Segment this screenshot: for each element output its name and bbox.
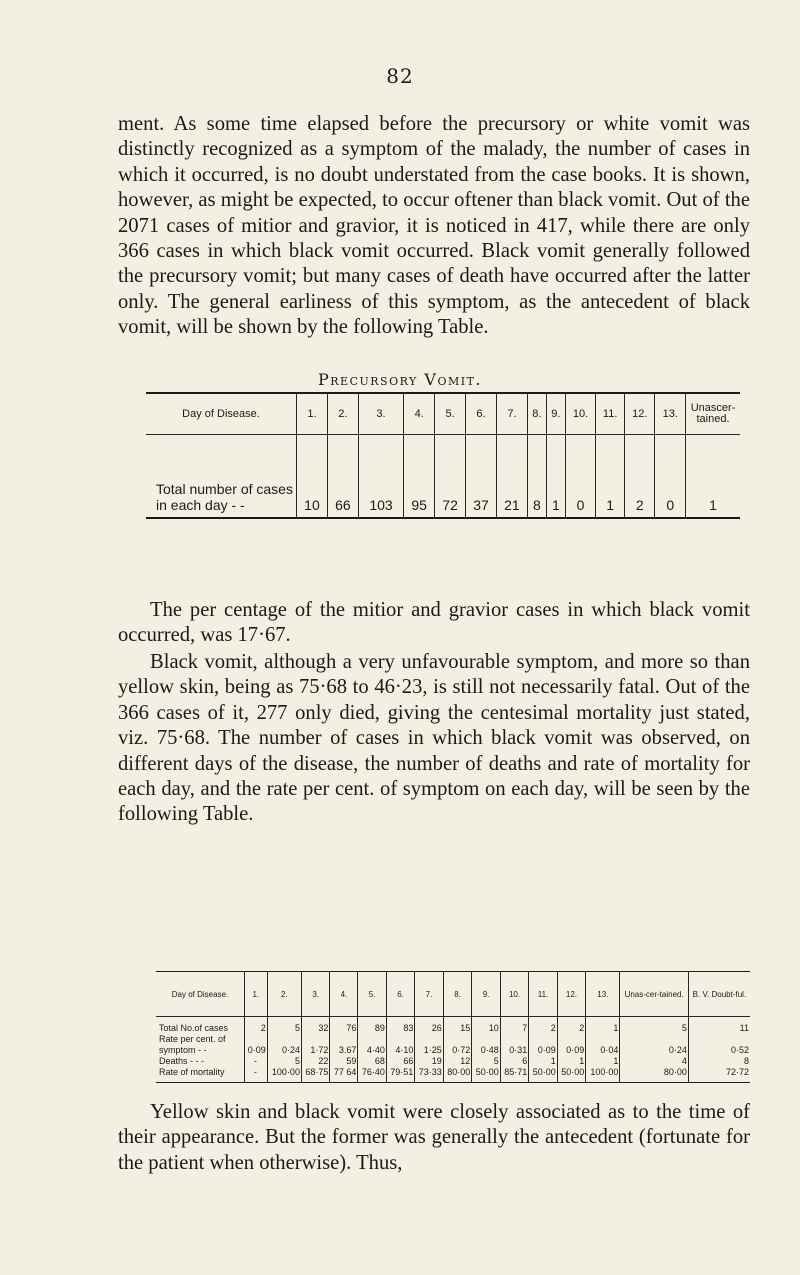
table-cell: 0: [655, 435, 686, 519]
cell-value: 0·09: [566, 1045, 585, 1055]
table-cell: 103: [358, 435, 403, 519]
table-cell: 72: [435, 435, 466, 519]
table-cell: 10: [297, 435, 328, 519]
column-header-day: 8.: [527, 393, 546, 435]
cell-value: 100·00: [271, 1067, 300, 1077]
cell-value: 0·24: [281, 1045, 300, 1055]
column-header-day: 11.: [529, 972, 557, 1017]
cell-value: 4·40: [366, 1045, 385, 1055]
table-cell: [245, 1017, 268, 1083]
cell-value: 0·24: [668, 1045, 687, 1055]
column-header-day: 4.: [330, 972, 358, 1017]
table-cell: [472, 1017, 500, 1083]
cell-value: 73·33: [418, 1067, 442, 1077]
table-cell: [415, 1017, 443, 1083]
column-header-day: 6.: [386, 972, 414, 1017]
cell-value: 80·00: [447, 1067, 471, 1077]
column-header-day: 10.: [565, 393, 595, 435]
table-cell: 2: [625, 435, 655, 519]
table-row: [156, 1017, 750, 1083]
cell-value: 12: [460, 1056, 471, 1066]
cell-value: 1·25: [423, 1045, 442, 1055]
column-header-day: 7.: [496, 393, 527, 435]
cell-value: 0·48: [480, 1045, 499, 1055]
row-label: Total No.of cases: [159, 1023, 229, 1033]
cell-value: 100·00: [590, 1067, 619, 1077]
cell-value: 5: [294, 1056, 300, 1066]
column-header-day: 9.: [472, 972, 500, 1017]
table-cell: 1: [596, 435, 625, 519]
column-header-day: 12.: [625, 393, 655, 435]
table-header-row: [146, 393, 740, 435]
table-cell: [301, 1017, 329, 1083]
cell-value: 2: [579, 1023, 585, 1033]
row-label: Deaths - - -: [159, 1056, 205, 1066]
cell-value: 5: [294, 1023, 300, 1033]
cell-value: 8: [743, 1056, 749, 1066]
column-header-day: 4.: [404, 393, 435, 435]
table-cell: 1: [686, 435, 741, 519]
cell-value: 1: [613, 1023, 619, 1033]
cell-value: 7: [522, 1023, 528, 1033]
column-header-day: 8.: [443, 972, 471, 1017]
table-cell: [330, 1017, 358, 1083]
cell-value: 76·40: [361, 1067, 385, 1077]
cell-value: 89: [374, 1023, 385, 1033]
column-header-day: 7.: [415, 972, 443, 1017]
cell-value: 83: [403, 1023, 414, 1033]
cell-value: 4: [681, 1056, 687, 1066]
cell-value: 4·10: [395, 1045, 414, 1055]
row-label-total-cases: Total number of cases in each day - -: [156, 481, 293, 513]
column-header-day: 2.: [327, 393, 358, 435]
cell-value: 50·00: [475, 1067, 499, 1077]
cell-value: 68: [374, 1056, 385, 1066]
table-cell: [443, 1017, 471, 1083]
column-header-day: 2.: [267, 972, 301, 1017]
cell-value: 32: [318, 1023, 329, 1033]
column-header-day: 11.: [596, 393, 625, 435]
cell-value: 66: [403, 1056, 414, 1066]
table-cell: [557, 1017, 585, 1083]
column-header-day: B. V. Doubt-ful.: [688, 972, 750, 1017]
cell-value: 5: [493, 1056, 499, 1066]
column-header-day: 3.: [301, 972, 329, 1017]
table-cell: [620, 1017, 688, 1083]
paragraph-yellow-skin: Yellow skin and black vomit were closely associated as to the time of their appearance. But the former was generally the antecedent (fortunate for the patient when otherwise). Thus,: [118, 1101, 750, 1174]
table-cell: 95: [404, 435, 435, 519]
cell-value: 76: [346, 1023, 357, 1033]
cell-value: 1: [550, 1056, 556, 1066]
table-cell: 0: [565, 435, 595, 519]
cell-value: 0·09: [537, 1045, 556, 1055]
cell-value: 19: [431, 1056, 442, 1066]
column-header-day: 1.: [297, 393, 328, 435]
cell-value: 0·52: [730, 1045, 749, 1055]
cell-value: 0·72: [452, 1045, 471, 1055]
table-cell: [267, 1017, 301, 1083]
cell-value: 68·75: [305, 1067, 329, 1077]
table-cell: [500, 1017, 528, 1083]
cell-value: 1: [579, 1056, 585, 1066]
table-cell: [529, 1017, 557, 1083]
column-header-day: 6.: [466, 393, 497, 435]
cell-value: 11: [739, 1023, 749, 1033]
table-cell: [586, 1017, 620, 1083]
cell-value: 50·00: [532, 1067, 556, 1077]
cell-value: 2: [550, 1023, 556, 1033]
row-labels: [156, 1017, 245, 1083]
cell-value: 59: [346, 1056, 357, 1066]
table-cell: 8: [527, 435, 546, 519]
cell-value: 3.67: [338, 1045, 357, 1055]
cell-value: 80·00: [663, 1067, 687, 1077]
paragraph-black-vomit: Black vomit, although a very unfavourable symptom, and more so than yellow skin, being as 75·68 to 46·23, is still not necessarily fatal. Out of the 366 cases of it, 277 only died, giving the centesimal mortality just stated, viz. 75·68. The number of cases in which black vomit was observed, on different days of the disease, the number of deaths and rate of mortality for each day, and the rate per cent. of symptom on each day, will be seen by the following Table.: [118, 651, 750, 826]
column-header-day: 13.: [655, 393, 686, 435]
table-header-row: [156, 972, 750, 1017]
cell-value: 5: [681, 1023, 687, 1033]
cell-value: 6: [522, 1056, 528, 1066]
cell-value: 0·04: [600, 1045, 619, 1055]
column-header-day-of-disease: Day of Disease.: [146, 393, 297, 435]
cell-value: 77 64: [333, 1067, 357, 1077]
cell-value: 15: [460, 1023, 471, 1033]
row-label: Rate per cent. of symptom - -: [159, 1034, 226, 1055]
black-vomit-table: [156, 971, 750, 1083]
cell-value: 0·31: [509, 1045, 528, 1055]
column-header-day: 1.: [245, 972, 268, 1017]
column-header-day: 5.: [358, 972, 386, 1017]
table-row: [146, 435, 740, 519]
column-header-day: 13.: [586, 972, 620, 1017]
cell-value: -: [253, 1056, 257, 1066]
cell-value: -: [253, 1067, 257, 1077]
table-cell: 1: [546, 435, 565, 519]
column-header-day: 9.: [546, 393, 565, 435]
column-header-day: Unas-cer-tained.: [620, 972, 688, 1017]
paragraph-precursory-vomit: ment. As some time elapsed before the precursory or white vomit was distinctly recognized as a symptom of the malady, the number of cases in which it occurred, is no doubt understated from the case books. It is shown, however, as might be expected, to occur oftener than black vomit. Out of the 2071 cases of mitior and gravior, it is noticed in 417, while there are only 366 cases in which black vomit occurred. Black vomit generally followed the precursory vomit; but many cases of death have occurred after the latter only. The general earliness of this symptom, as the antecedent of black vomit, will be shown by the following Table.: [118, 113, 750, 339]
cell-value: 2: [260, 1023, 266, 1033]
page-number: 82: [386, 64, 414, 88]
table-title-precursory-vomit: Precursory Vomit.: [318, 370, 482, 389]
cell-value: 22: [318, 1056, 329, 1066]
column-header-day: 3.: [358, 393, 403, 435]
column-header-day-of-disease: Day of Disease.: [156, 972, 245, 1017]
table-cell: 37: [466, 435, 497, 519]
cell-value: 79·51: [390, 1067, 414, 1077]
table-cell: 21: [496, 435, 527, 519]
column-header-day: 10.: [500, 972, 528, 1017]
paragraph-per-centage: The per centage of the mitior and gravior cases in which black vomit occurred, was 17·67.: [118, 599, 750, 647]
table-cell: [358, 1017, 386, 1083]
table-cell: [386, 1017, 414, 1083]
cell-value: 50·00: [561, 1067, 585, 1077]
cell-value: 85·71: [504, 1067, 528, 1077]
cell-value: 0·09: [247, 1045, 266, 1055]
cell-value: 72·72: [725, 1067, 749, 1077]
cell-value: 10: [488, 1023, 499, 1033]
cell-value: 1: [613, 1056, 619, 1066]
cell-value: 26: [431, 1023, 442, 1033]
table-cell: 66: [327, 435, 358, 519]
column-header-day: Unascer-tained.: [686, 393, 741, 435]
column-header-day: 5.: [435, 393, 466, 435]
table-cell: [688, 1017, 750, 1083]
precursory-vomit-table: [146, 392, 740, 519]
cell-value: 1·72: [310, 1045, 329, 1055]
row-label: Rate of mortality: [159, 1067, 225, 1077]
column-header-day: 12.: [557, 972, 585, 1017]
